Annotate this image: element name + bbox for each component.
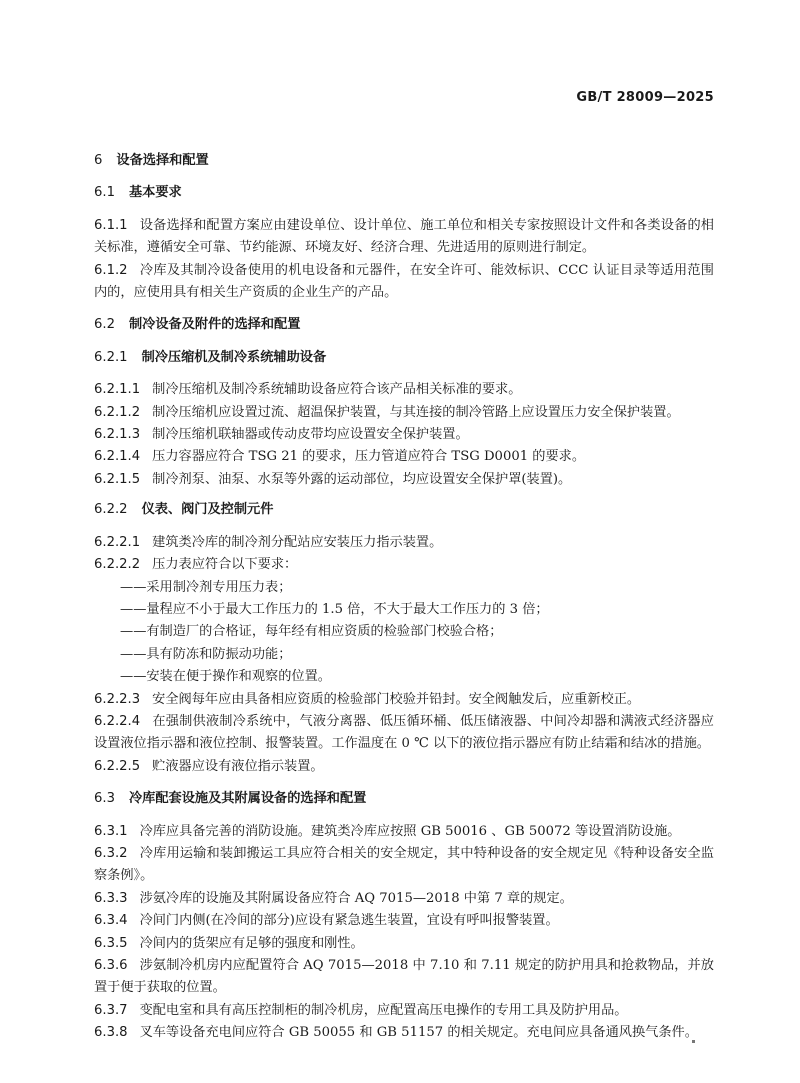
section-6-heading: 6 设备选择和配置 — [94, 153, 209, 168]
section-6-3-heading: 6.3 冷库配套设施及其附属设备的选择和配置 — [94, 791, 367, 807]
section-6-1-heading: 6.1 基本要求 — [94, 185, 182, 201]
clause-6-3-5: 6.3.5 冷间内的货架应有足够的强度和刚性。 — [94, 935, 364, 951]
clause-6-3-1: 6.3.1 冷库应具备完善的消防设施。建筑类冷库应按照 GB 50016 、GB 50072 等设置消防设施。 — [94, 823, 681, 839]
clause-6-2-1-5: 6.2.1.5 制冷剂泵、油泵、水泵等外露的运动部位，均应设置安全保护罩(装置)。 — [94, 471, 572, 487]
clause-6-3-2: 6.3.2 冷库用运输和装卸搬运工具应符合相关的安全规定，其中特种设备的安全规定见《特种设备安全监察条例》。 — [94, 845, 714, 884]
clause-6-2-1-4: 6.2.1.4 压力容器应符合 TSG 21 的要求，压力管道应符合 TSG D0001 的要求。 — [94, 449, 586, 465]
clause-6-2-2-5: 6.2.2.5 贮液器应设有液位指示装置。 — [94, 758, 324, 774]
clause-6-3-7: 6.3.7 变配电室和具有高压控制柜的制冷机房，应配置高压电操作的专用工具及防护用品。 — [94, 1002, 628, 1018]
clause-6-1-1: 6.1.1 设备选择和配置方案应由建设单位、设计单位、施工单位和相关专家按照设计文件和各类设备的相关标准，遵循安全可靠、节约能源、环境友好、经济合理、先进适用的原则进行制定。 — [94, 217, 714, 256]
clause-6-2-2-2: 6.2.2.2 压力表应符合以下要求： — [94, 557, 298, 573]
clause-6-2-2-4: 6.2.2.4 在强制供液制冷系统中，气液分离器、低压循环桶、低压储液器、中间冷却器和满液式经济器应设置液位指示器和液位控制、报警装置。工作温度在 0 ℃ 以下的液位指示器应有防止结霜和结冰的措施。 — [94, 713, 714, 752]
section-6-2-1-heading: 6.2.1 制冷压缩机及制冷系统辅助设备 — [94, 349, 327, 365]
clause-6-2-2-1: 6.2.2.1 建筑类冷库的制冷剂分配站应安装压力指示装置。 — [94, 534, 443, 550]
section-6-2-2-heading: 6.2.2 仪表、阀门及控制元件 — [94, 502, 274, 518]
dash-list-item: ——具有防冻和防振动功能； — [120, 646, 292, 662]
clause-6-2-1-2: 6.2.1.2 制冷压缩机应设置过流、超温保护装置，与其连接的制冷管路上应设置压力安全保护装置。 — [94, 404, 680, 420]
clause-6-3-6: 6.3.6 涉氨制冷机房内应配置符合 AQ 7015—2018 中 7.10 和 7.11 规定的防护用具和抢救物品，并放置于便于获取的位置。 — [94, 958, 714, 996]
standard-number: GB/T 28009—2025 — [576, 90, 714, 105]
dash-list-item: ——有制造厂的合格证，每年经有相应资质的检验部门校验合格； — [120, 624, 503, 640]
clause-6-2-1-1: 6.2.1.1 制冷压缩机及制冷系统辅助设备应符合该产品相关标准的要求。 — [94, 382, 522, 398]
clause-6-2-1-3: 6.2.1.3 制冷压缩机联轴器或传动皮带均应设置安全保护装置。 — [94, 427, 469, 443]
clause-6-3-8: 6.3.8 叉车等设备充电间应符合 GB 50055 和 GB 51157 的相关规定。充电间应具备通风换气条件。 — [94, 1025, 698, 1041]
clause-6-1-2: 6.1.2 冷库及其制冷设备使用的机电设备和元器件，在安全许可、能效标识、CCC 认证目录等适用范围内的，应使用具有相关生产资质的企业生产的产品。 — [94, 262, 714, 301]
dash-list-item: ——量程应不小于最大工作压力的 1.5 倍，不大于最大工作压力的 3 倍； — [120, 601, 549, 617]
dash-list-item: ——采用制冷剂专用压力表； — [120, 579, 292, 595]
section-6-2-heading: 6.2 制冷设备及附件的选择和配置 — [94, 317, 301, 333]
document-body — [94, 150, 714, 1045]
dash-list-item: ——安装在便于操作和观察的位置。 — [120, 669, 331, 685]
scan-dot-mark — [692, 1040, 695, 1043]
clause-6-3-3: 6.3.3 涉氨冷库的设施及其附属设备应符合 AQ 7015—2018 中第 7 章的规定。 — [94, 890, 573, 906]
clause-6-3-4: 6.3.4 冷间门内侧(在冷间的部分)应设有紧急逃生装置，宜设有呼叫报警装置。 — [94, 913, 559, 929]
clause-6-2-2-3: 6.2.2.3 安全阀每年应由具备相应资质的检验部门校验并铅封。安全阀触发后，应重新校正。 — [94, 691, 641, 707]
